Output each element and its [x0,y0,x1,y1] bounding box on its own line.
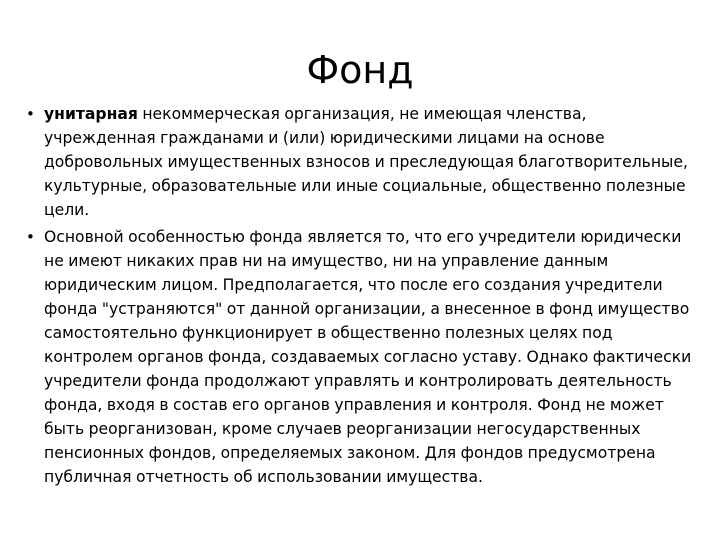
bullet-list [26,102,698,492]
bullet-text: Основной особенностью фонда является то, что его учредители юридически не имеют никаких прав ни на имущество, ни на управление данным юридическим лицом. Предполагается, что после его создания учредители фонда "устраняются" от данной организации, а внесенное в фонд имущество самостоятельно функционирует в общественно полезных целях под контролем органов фонда, создаваемых согласно уставу. Однако фактически учредители фонда продолжают управлять и контролировать деятельность фонда, входя в состав его органов управления и контроля. Фонд не может быть реорганизован, кроме случаев реорганизации негосударственных пенсионных фондов, определяемых законом. Для фондов предусмотрена публичная отчетность об использовании имущества. [44,228,692,486]
bullet-text: некоммерческая организация, не имеющая членства, учрежденная гражданами и (или) юридическими лицами на основе добровольных имущественных взносов и преследующая благотворительные, культурные, образовательные или иные социальные, общественно полезные цели. [44,105,688,219]
bullet-item-definition [26,102,698,222]
slide-title: Фонд [306,48,414,92]
bullet-term: унитарная [44,105,138,123]
bullet-icon: • [26,228,35,246]
bullet-item-features [26,225,698,489]
bullet-icon: • [26,105,35,123]
